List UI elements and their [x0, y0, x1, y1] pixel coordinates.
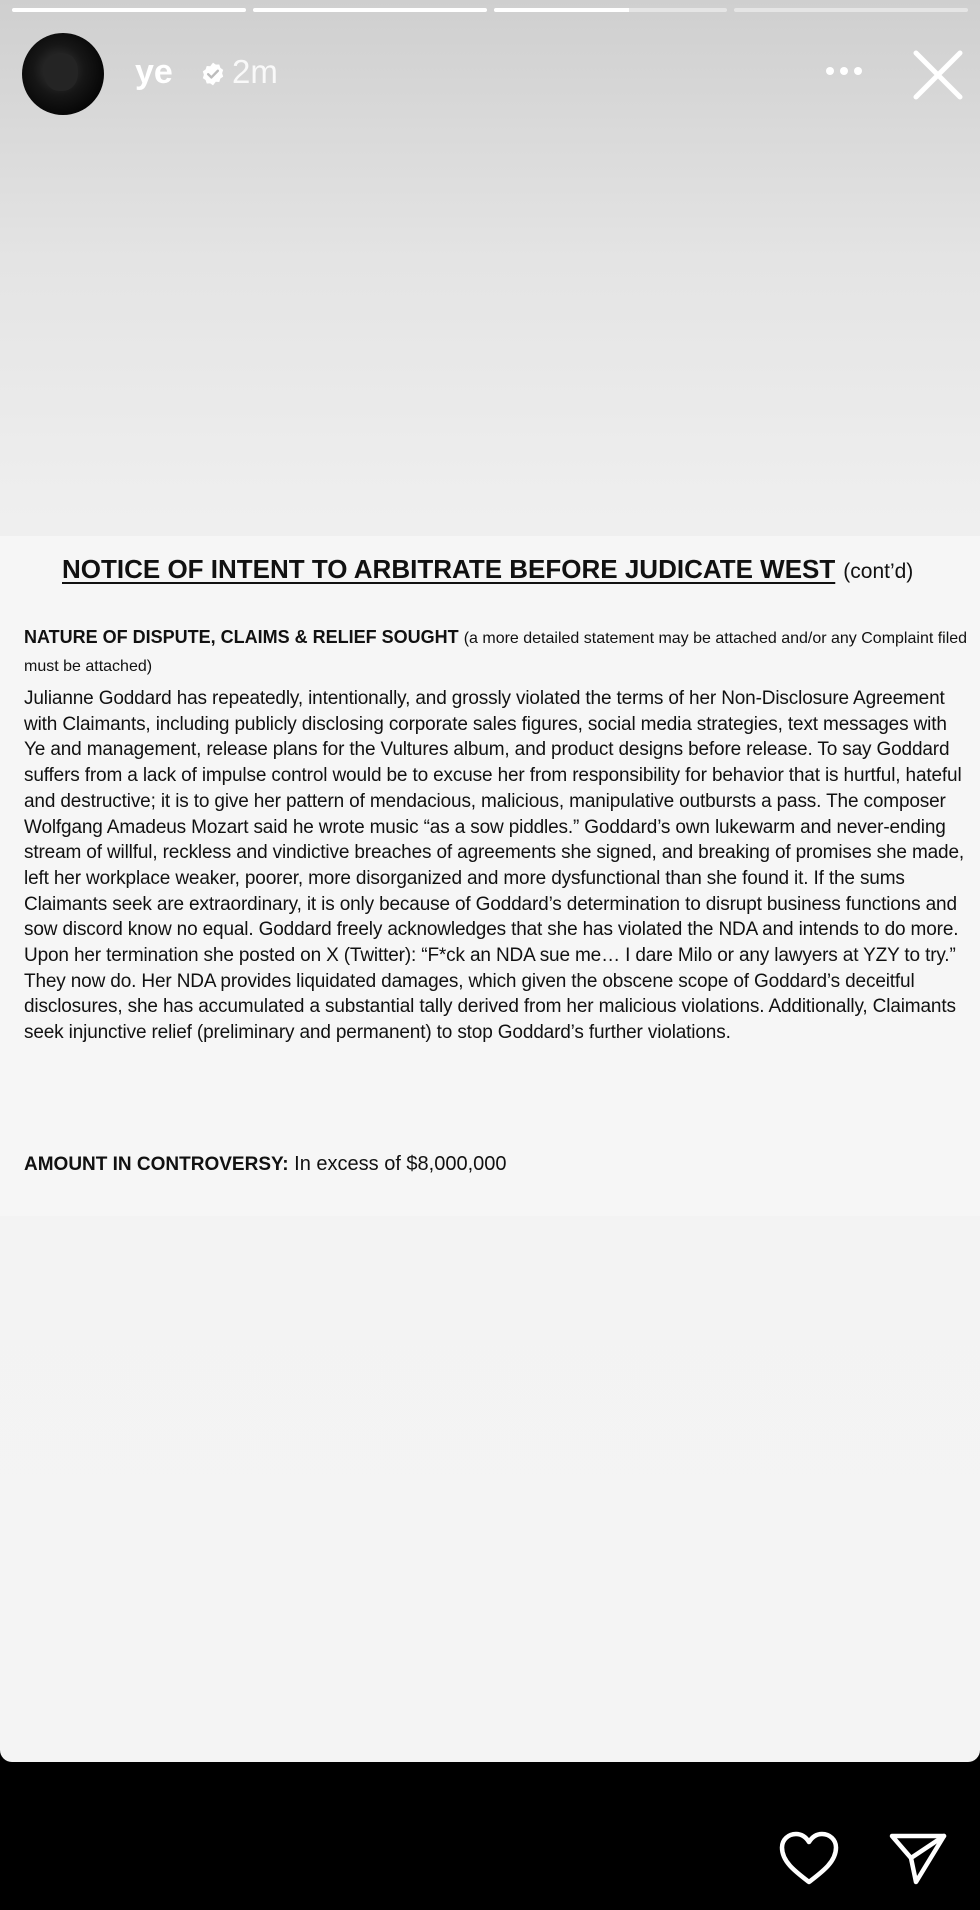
amount-label: AMOUNT IN CONTROVERSY: — [24, 1154, 289, 1175]
verified-badge-icon — [200, 61, 226, 87]
document-title-text: NOTICE OF INTENT TO ARBITRATE BEFORE JUDICATE WEST — [62, 554, 836, 584]
section-heading-label: NATURE OF DISPUTE, CLAIMS & RELIEF SOUGHT — [24, 627, 459, 647]
progress-segment-fill — [12, 8, 246, 12]
story-progress-bar — [12, 8, 968, 12]
document-image — [0, 536, 980, 1216]
progress-segment — [494, 8, 728, 12]
avatar[interactable] — [22, 33, 104, 115]
document-title — [62, 554, 913, 585]
username[interactable]: ye — [135, 53, 173, 91]
send-icon[interactable] — [888, 1830, 948, 1886]
more-options-icon[interactable] — [814, 51, 874, 91]
close-icon[interactable] — [910, 47, 966, 103]
document-title-suffix: (cont’d) — [843, 560, 914, 583]
document-body: Julianne Goddard has repeatedly, intentionally, and grossly violated the terms of her Non-Disclosure Agreement with Claimants, including publicly disclosing corporate sales figures, social media strategies, text messages with Ye and management, release plans for the Vultures album, and product designs before release. To say Goddard suffers from a lack of impulse control would be to excuse her from responsibility for behavior that is hurtful, hateful and destructive; it is to give her pattern of mendacious, malicious, manipulative outbursts a pass. The composer Wolfgang Amadeus Mozart said he wrote music “as a sow piddles.” Goddard’s own lukewarm and never-ending stream of willful, reckless and vindictive breaches of agreements she signed, and breaking of promises she made, left her workplace weaker, poorer, more disorganized and more dysfunctional than she found it. If the sums Claimants seek are extraordinary, it is only because of Goddard’s determination to disrupt business functions and sow discord know no equal. Goddard freely acknowledges that she has violated the NDA and intends to do more. Upon her termination she posted on X (Twitter): “F*ck an NDA sue me… I dare Milo or any lawyers at YZY to try.” They now do. Her NDA provides liquidated damages, which given the obscene scope of Goddard’s deceitful disclosures, she has accumulated a substantial tally derived from her malicious violations. Additionally, Claimants seek injunctive relief (preliminary and permanent) to stop Goddard’s further violations. — [24, 688, 965, 1044]
amount-value: In excess of $8,000,000 — [294, 1153, 507, 1175]
progress-segment-fill — [494, 8, 630, 12]
section-heading — [24, 624, 969, 680]
progress-segment — [734, 8, 968, 12]
progress-segment — [12, 8, 246, 12]
amount-in-controversy — [24, 1153, 507, 1176]
story-header — [22, 33, 980, 117]
progress-segment-fill — [253, 8, 487, 12]
section-heading-note: (a more detailed statement may be attached and/or any Complaint filed must be attached) — [24, 630, 968, 675]
heart-icon[interactable] — [776, 1828, 842, 1888]
progress-segment — [253, 8, 487, 12]
post-time: 2m — [232, 53, 278, 90]
